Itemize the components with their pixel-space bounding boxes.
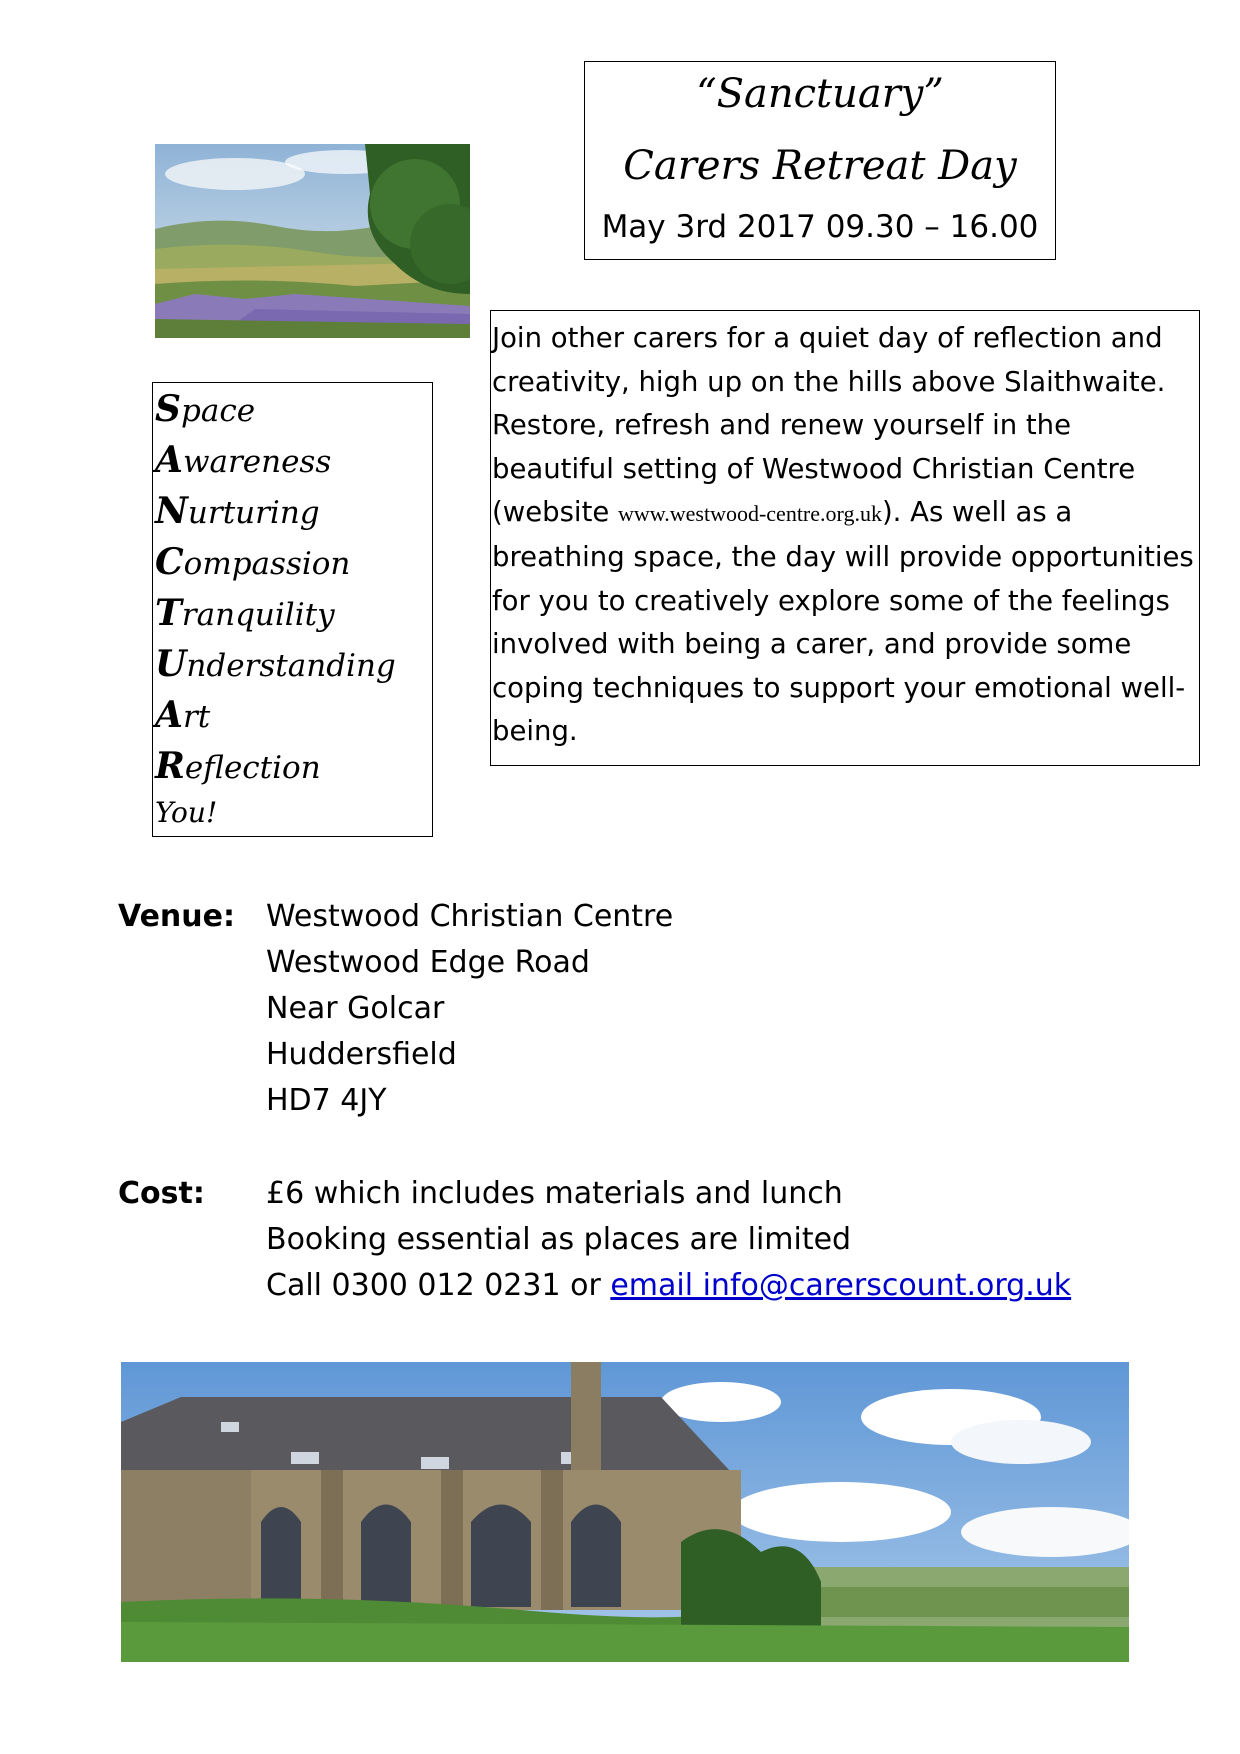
venue-label: Venue: xyxy=(118,899,235,934)
venue-line: Westwood Christian Centre xyxy=(266,899,674,934)
venue-line: Near Golcar xyxy=(266,991,445,1026)
landscape-photo xyxy=(155,144,470,338)
cost-line: £6 which includes materials and lunch xyxy=(266,1176,843,1211)
acronym-line: Nurturing xyxy=(155,490,320,532)
cost-label: Cost: xyxy=(118,1176,205,1211)
venue-line: Huddersfield xyxy=(266,1037,457,1072)
event-name: “Sanctuary” xyxy=(696,71,944,117)
acronym-line: Compassion xyxy=(155,541,351,583)
church-photo xyxy=(121,1362,1129,1662)
email-link[interactable]: email info@carerscount.org.uk xyxy=(610,1268,1072,1303)
venue-line: HD7 4JY xyxy=(266,1083,387,1118)
acronym-line: Reflection xyxy=(155,745,321,787)
acronym-line: You! xyxy=(155,796,218,829)
contact-line: Call 0300 012 0231 or email info@carerscount.org.uk xyxy=(266,1268,1072,1303)
acronym-line: Awareness xyxy=(155,439,332,481)
acronym-line: Art xyxy=(155,694,211,736)
acronym-line: Tranquility xyxy=(155,592,335,634)
title-box xyxy=(584,61,1056,260)
booking-note: Booking essential as places are limited xyxy=(266,1222,852,1257)
venue-line: Westwood Edge Road xyxy=(266,945,590,980)
event-date-time: May 3rd 2017 09.30 – 16.00 xyxy=(601,209,1039,245)
acronym-line: Space xyxy=(155,388,256,430)
acronym-box xyxy=(152,382,433,837)
acronym-line: Understanding xyxy=(155,643,396,685)
event-subtitle: Carers Retreat Day xyxy=(623,143,1017,189)
description-text: Join other carers for a quiet day of reflection and creativity, high up on the hills above Slaithwaite. Restore, refresh and renew yourself in the beautiful setting of Westwood Christian Centre (website www.westwood-centre.org.uk). As well as a breathing space, the day will provide opportunities for you to creatively explore some of the feelings involved with being a carer, and provide some coping techniques to support your emotional well-being. xyxy=(492,322,1194,748)
description-box xyxy=(490,310,1200,766)
website-text: www.westwood-centre.org.uk xyxy=(618,501,882,527)
